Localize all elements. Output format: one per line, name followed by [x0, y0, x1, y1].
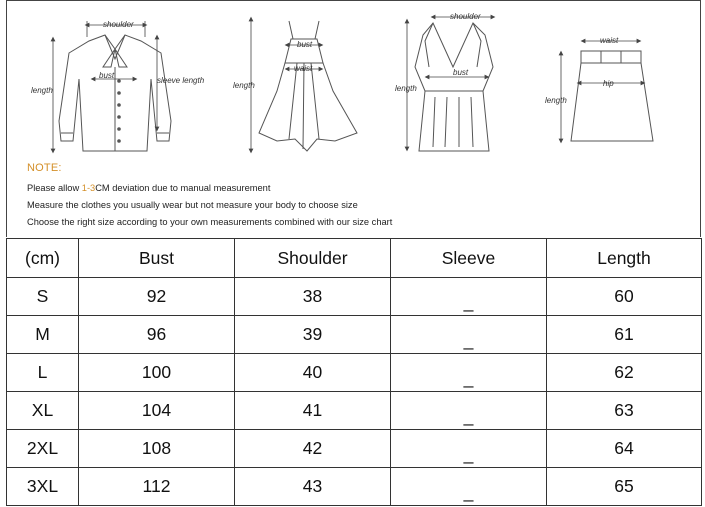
tank-top-icon — [415, 23, 493, 151]
table-row — [7, 430, 702, 468]
label-shoulder-1: shoulder — [103, 20, 134, 29]
note-deviation-range: 1-3 — [81, 183, 96, 193]
blouse-icon — [59, 35, 171, 151]
sleeve-cell — [391, 430, 547, 468]
length-cell: 62 — [547, 354, 702, 392]
shoulder-cell: 40 — [235, 354, 391, 392]
sleeve-value: _ — [463, 292, 474, 312]
shoulder-cell: 39 — [235, 316, 391, 354]
label-hip: hip — [603, 79, 614, 88]
length-cell: 64 — [547, 430, 702, 468]
bust-cell: 96 — [79, 316, 235, 354]
note-line-measure: Measure the clothes you usually wear but not measure your body to choose size — [27, 200, 358, 210]
sleeve-cell — [391, 278, 547, 316]
length-cell: 63 — [547, 392, 702, 430]
sleeve-value: _ — [463, 444, 474, 464]
sleeve-value: _ — [463, 330, 474, 350]
label-length-2: length — [233, 81, 255, 90]
table-row — [7, 354, 702, 392]
bust-cell: 108 — [79, 430, 235, 468]
label-shoulder-2: shoulder — [450, 12, 481, 21]
bust-cell: 104 — [79, 392, 235, 430]
header-length: Length — [547, 239, 702, 278]
label-sleeve-length: sleeve length — [157, 76, 205, 85]
length-cell: 60 — [547, 278, 702, 316]
note-line-choose: Choose the right size according to your own measurements combined with our size chart — [27, 217, 393, 227]
bust-cell: 92 — [79, 278, 235, 316]
sleeve-value: _ — [463, 482, 474, 502]
note-line-deviation — [27, 183, 270, 193]
label-bust-3: bust — [453, 68, 469, 77]
shoulder-cell: 42 — [235, 430, 391, 468]
sleeve-value: _ — [463, 406, 474, 426]
sleeve-cell — [391, 316, 547, 354]
label-waist-2: waist — [600, 36, 619, 45]
table-row — [7, 316, 702, 354]
shoulder-cell: 43 — [235, 468, 391, 506]
sleeve-value: _ — [463, 368, 474, 388]
size-cell: 2XL — [7, 430, 79, 468]
bust-cell: 112 — [79, 468, 235, 506]
label-length-3: length — [395, 84, 417, 93]
sleeve-cell — [391, 392, 547, 430]
shoulder-cell: 38 — [235, 278, 391, 316]
header-unit: (cm) — [7, 239, 79, 278]
header-bust: Bust — [79, 239, 235, 278]
size-cell: 3XL — [7, 468, 79, 506]
size-cell: S — [7, 278, 79, 316]
size-cell: XL — [7, 392, 79, 430]
size-chart-table — [6, 238, 702, 506]
label-length-1: length — [31, 86, 53, 95]
header-shoulder: Shoulder — [235, 239, 391, 278]
shoulder-cell: 41 — [235, 392, 391, 430]
sleeve-cell — [391, 468, 547, 506]
length-cell: 65 — [547, 468, 702, 506]
table-header-row — [7, 239, 702, 278]
note-title: NOTE: — [27, 162, 62, 174]
note-line-deviation-post: CM deviation due to manual measurement — [95, 183, 271, 193]
table-row — [7, 468, 702, 506]
label-bust-2: bust — [297, 40, 313, 49]
bust-cell: 100 — [79, 354, 235, 392]
label-waist-1: waist — [294, 64, 313, 73]
note-line-deviation-pre: Please allow — [27, 183, 82, 193]
header-sleeve: Sleeve — [391, 239, 547, 278]
size-cell: L — [7, 354, 79, 392]
label-length-4: length — [545, 96, 567, 105]
label-bust-1: bust — [99, 71, 115, 80]
length-cell: 61 — [547, 316, 702, 354]
skirt-icon — [571, 51, 653, 141]
measurement-guide — [6, 0, 701, 237]
sleeve-cell — [391, 354, 547, 392]
table-row — [7, 278, 702, 316]
size-cell: M — [7, 316, 79, 354]
table-row — [7, 392, 702, 430]
